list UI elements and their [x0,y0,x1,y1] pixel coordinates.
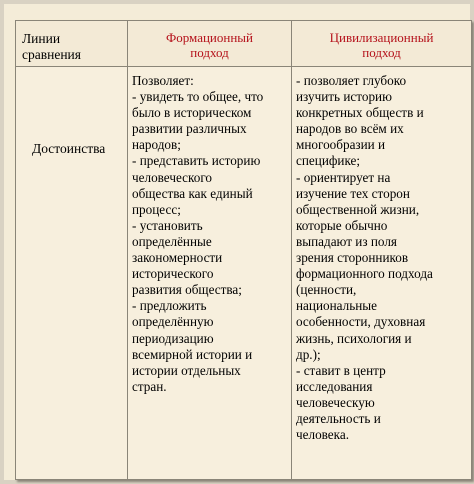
civilizational-line: народов во всём их [296,121,404,137]
civilizational-line: которые обычно [296,217,388,233]
formation-approach-advantages [128,67,292,480]
comparison-table [15,20,472,480]
formation-line: общества как единый [132,185,253,201]
formation-line: народов; [132,137,181,153]
civilizational-line: - ставит в центр [296,362,386,378]
civilizational-line: человека. [296,427,350,443]
header-col2-line-2: подход [190,45,229,61]
civilizational-line: жизнь, психология и [296,330,412,346]
civilizational-line: формационного подхода [296,266,433,282]
civilizational-line: исследования [296,378,373,394]
header-comparison-lines [16,21,128,67]
header-col1-line-2: сравнения [22,46,81,62]
formation-line: стран. [132,378,167,394]
civilizational-line: др.); [296,346,321,362]
table-header-row [16,21,472,67]
formation-line: - увидеть то общее, что [132,89,264,105]
civilizational-line: общественной жизни, [296,201,420,217]
civilizational-line: специфике; [296,153,361,169]
civilizational-approach-advantages [292,67,472,480]
formation-line: развитии различных [132,121,247,137]
civilizational-line: - позволяет глубоко [296,73,407,88]
header-formation-approach [128,21,292,67]
formation-line: периодизацию [132,330,214,346]
header-civilizational-approach [292,21,472,67]
header-col3-line-2: подход [362,45,401,61]
header-col1-line-1: Линии [22,31,61,46]
formation-line: процесс; [132,201,181,217]
formation-line: определённую [132,314,214,330]
formation-line: закономерности [132,250,223,266]
civilizational-line: зрения сторонников [296,250,409,266]
row-label-advantages: Достоинства [16,67,128,480]
formation-line: Позволяет: [132,73,194,88]
formation-line: - установить [132,217,203,233]
civilizational-line: деятельность и [296,410,381,426]
formation-line: определённые [132,233,212,249]
formation-line: было в историческом [132,105,252,121]
civilizational-line: выпадают из поля [296,233,397,249]
header-col3-line-1: Цивилизационный [329,30,434,45]
civilizational-line: многообразии и [296,137,386,153]
header-col2-line-1: Формационный [165,30,253,45]
formation-line: развития общества; [132,282,242,298]
civilizational-line: (ценности, [296,282,357,298]
civilizational-line: изучение тех сторон [296,185,410,201]
civilizational-line: особенности, духовная [296,314,426,330]
formation-line: истории отдельных [132,362,241,378]
formation-line: всемирной истории и [132,346,253,362]
civilizational-line: человеческую [296,394,375,410]
civilizational-line: конкретных обществ и [296,105,424,121]
formation-line: человеческого [132,169,213,185]
formation-line: - предложить [132,298,207,314]
civilizational-line: изучить историю [296,89,392,105]
formation-line: исторического [132,266,214,282]
table-row-advantages [16,67,472,480]
civilizational-line: - ориентирует на [296,169,391,185]
civilizational-line: национальные [296,298,378,314]
formation-line: - представить историю [132,153,261,169]
